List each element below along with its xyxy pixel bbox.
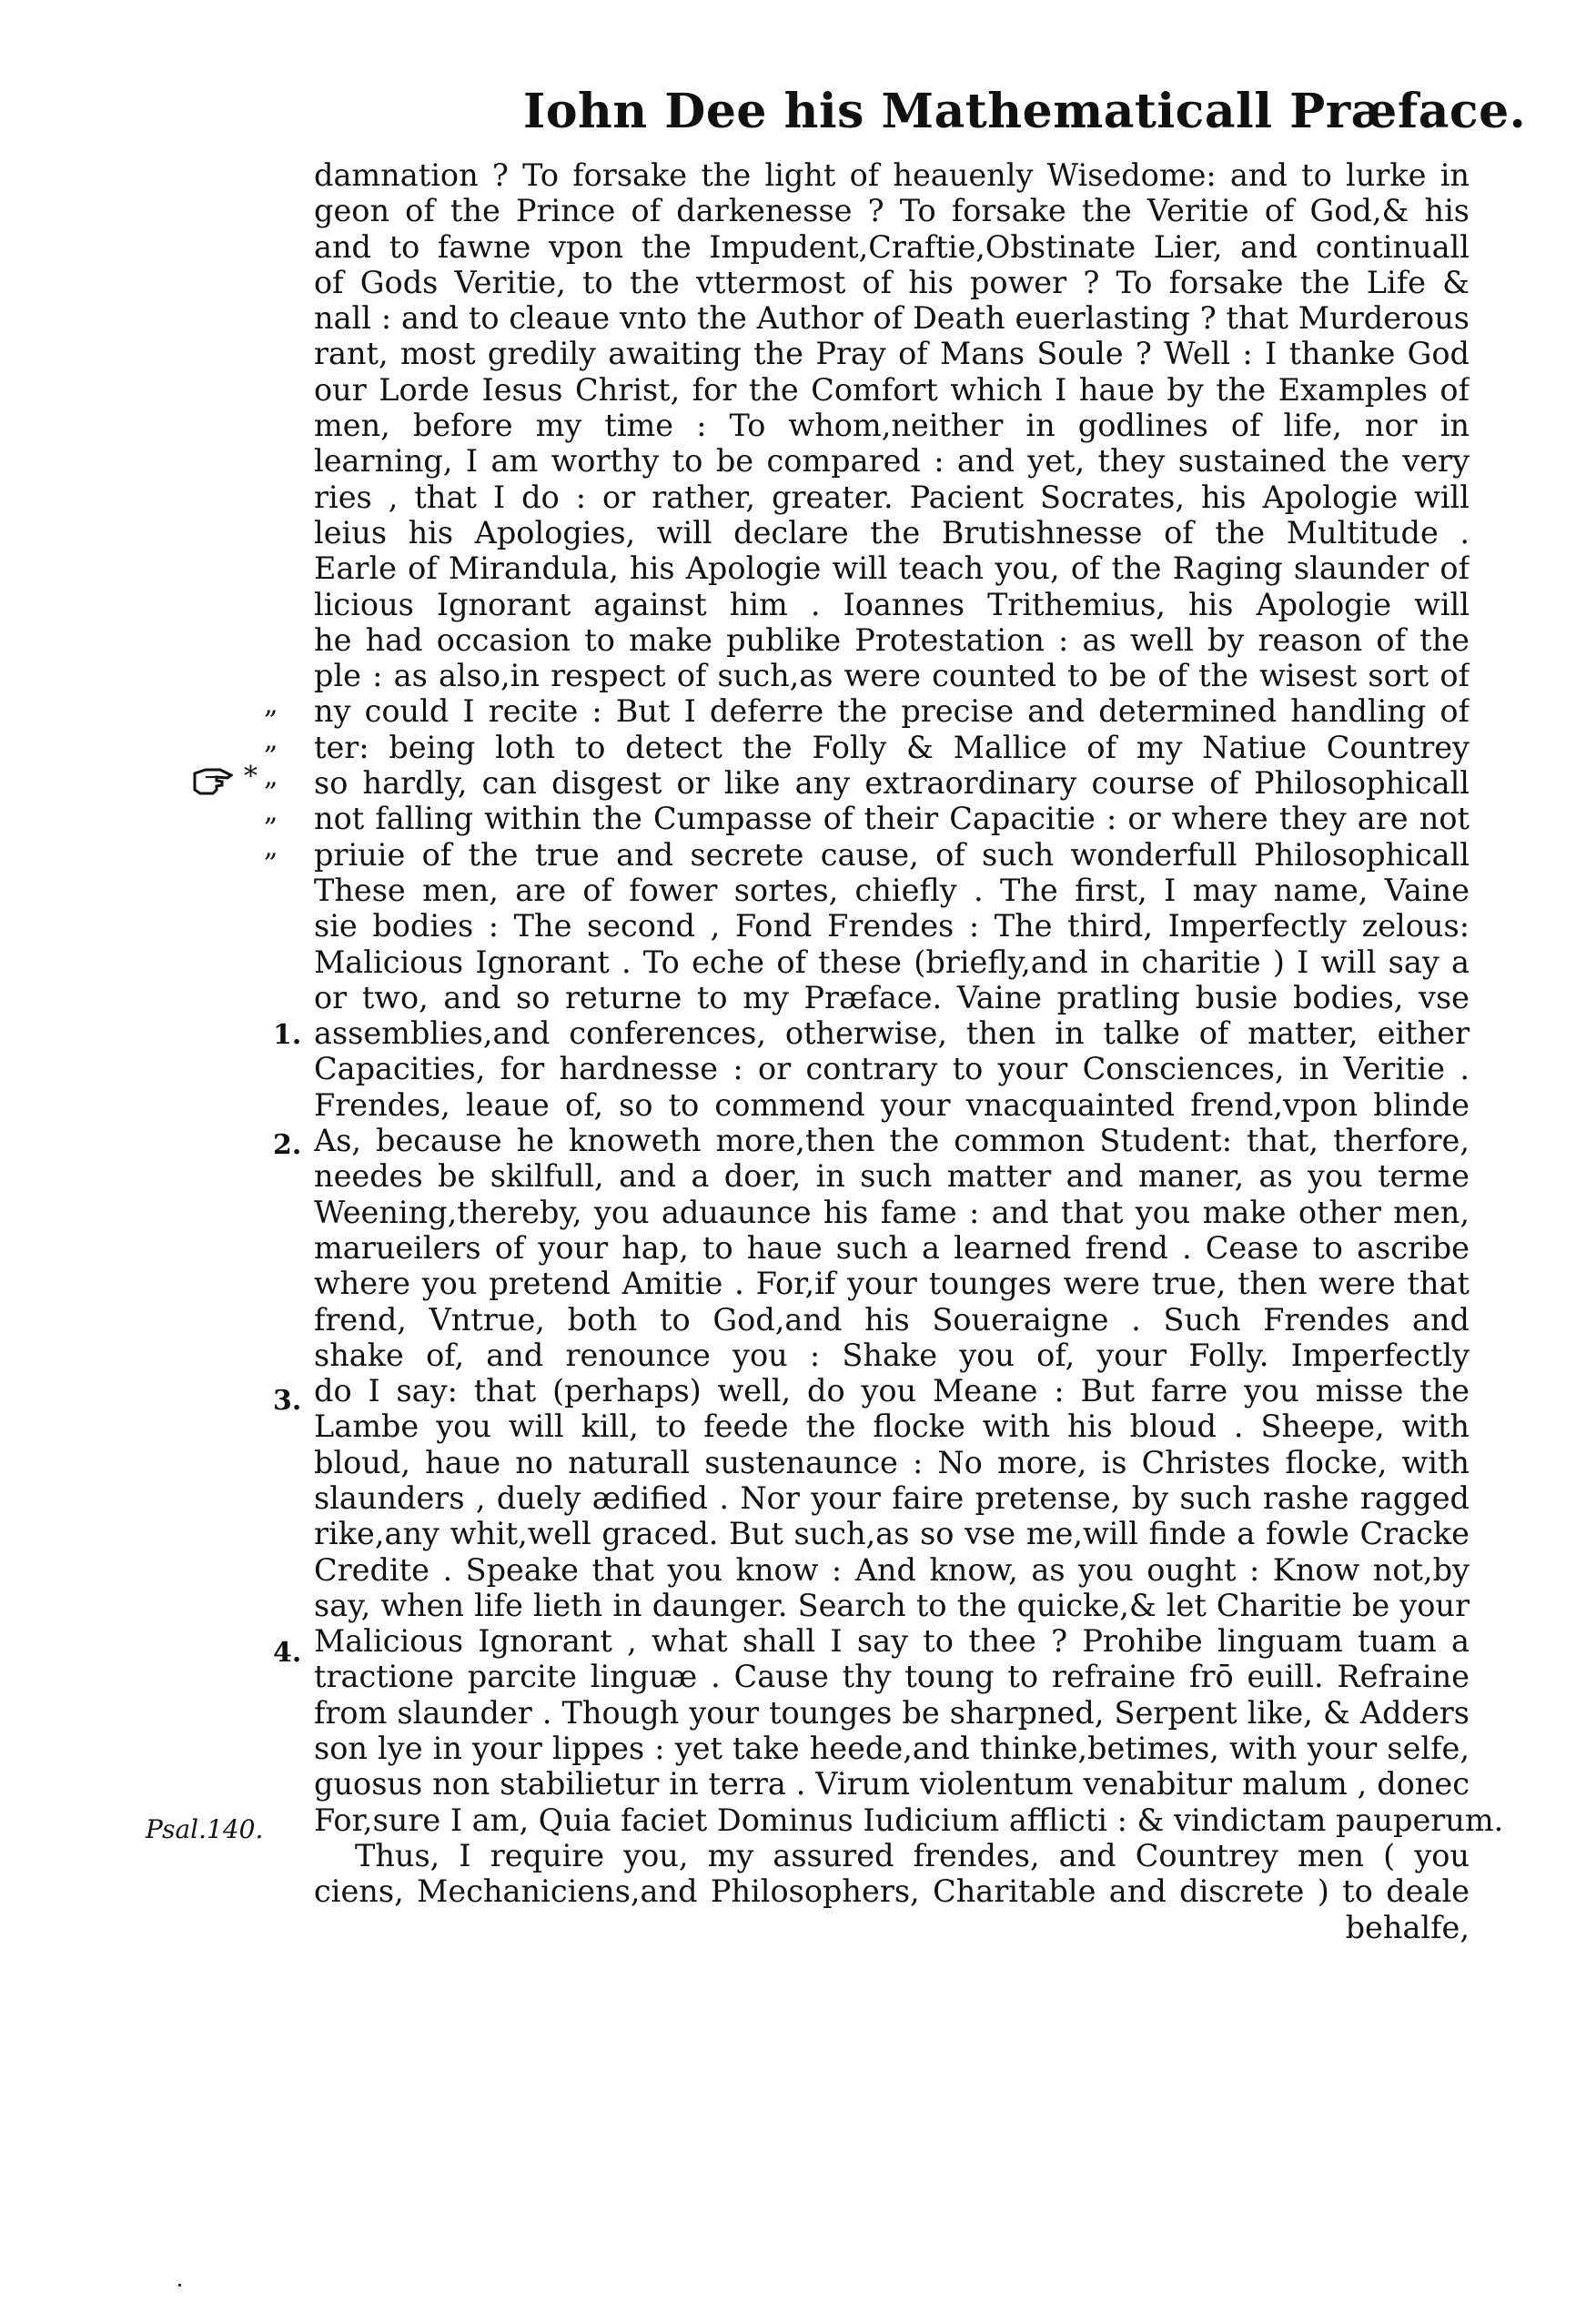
text-line: where you pretend Amitie . For,if your tounges were true, then were that — [314, 1266, 1470, 1302]
text-line: assemblies,and conferences, otherwise, then in talke of matter, either — [314, 1015, 1470, 1052]
text-line: learning, I am worthy to be compared : and yet, they sustained the very — [314, 443, 1470, 480]
text-line: ny could I recite : But I deferre the precise and determined handling of — [314, 693, 1470, 730]
text-line: As, because he knoweth more,then the common Student: that, therfore, — [314, 1123, 1470, 1159]
text-line: frend, Vntrue, both to God,and his Soueraigne . Such Frendes and — [314, 1301, 1470, 1338]
margin-quote-mark: „ — [264, 832, 278, 863]
text-line: ries , that I do : or rather, greater. Pacient Socrates, his Apologie will — [314, 479, 1470, 515]
margin-quote-mark: „ — [264, 761, 278, 793]
text-line: ter: being loth to detect the Folly & Mallice of my Natiue Countrey — [314, 729, 1470, 765]
text-line: so hardly, can disgest or like any extraordinary course of Philosophicall — [314, 765, 1470, 802]
ink-speck — [178, 2284, 181, 2287]
text-line: Lambe you will kill, to feede the flocke with his bloud . Sheepe, with — [314, 1408, 1470, 1445]
text-line: Capacities, for hardnesse : or contrary to your Consciences, in Veritie . — [314, 1051, 1470, 1087]
text-line: priuie of the true and secrete cause, of such wonderfull Philosophicall — [314, 836, 1470, 873]
text-line: Thus, I require you, my assured frendes, and Countrey men ( you — [355, 1837, 1470, 1873]
text-line: do I say: that (perhaps) well, do you Meane : But farre you misse the — [314, 1373, 1470, 1409]
margin-quote-mark: „ — [264, 689, 278, 721]
text-line: These men, are of fower sortes, chiefly . The first, I may name, Vaine — [314, 872, 1470, 908]
text-line: damnation ? To forsake the light of heauenly Wisedome: and to lurke in — [314, 157, 1470, 193]
text-line: leius his Apologies, will declare the Brutishnesse of the Multitude . — [314, 514, 1470, 550]
margin-quote-mark: „ — [264, 796, 278, 828]
text-line: tractione parcite linguæ . Cause thy toung to refraine frō euill. Refraine — [314, 1659, 1470, 1695]
text-line: ciens, Mechaniciens,and Philosophers, Charitable and discrete ) to deale — [314, 1873, 1470, 1910]
text-line: guosus non stabilietur in terra . Virum violentum venabitur malum , donec — [314, 1766, 1470, 1802]
margin-number-1: 1. — [273, 1019, 302, 1051]
margin-quote-mark: „ — [264, 724, 278, 756]
text-line: say, when life lieth in daunger. Search to the quicke,& let Charitie be your — [314, 1587, 1470, 1623]
text-line: Weening,thereby, you aduaunce his fame : and that you make other men, — [314, 1194, 1470, 1230]
text-line: nall : and to cleaue vnto the Author of Death euerlasting ? that Murderous — [314, 300, 1470, 337]
text-line: For,sure I am, Quia faciet Dominus Iudicium afflicti : & vindictam pauperum. — [314, 1802, 1504, 1838]
text-line: needes be skilfull, and a doer, in such matter and maner, as you terme — [314, 1158, 1470, 1195]
text-line: son lye in your lippes : yet take heede,and thinke,betimes, with your selfe, — [314, 1731, 1470, 1767]
margin-citation: Psal.140. — [146, 1814, 264, 1844]
text-line: or two, and so returne to my Præface. Vaine pratling busie bodies, vse — [314, 979, 1470, 1015]
text-line: marueilers of your hap, to haue such a learned frend . Cease to ascribe — [314, 1229, 1470, 1266]
text-line: Frendes, leaue of, so to commend your vnacquainted frend,vpon blinde — [314, 1086, 1470, 1123]
text-line: men, before my time : To whom,neither in godlines of life, nor in — [314, 408, 1470, 444]
text-line: ple : as also,in respect of such,as were counted to be of the wisest sort of — [314, 658, 1470, 694]
text-line: Credite . Speake that you know : And know, as you ought : Know not,by — [314, 1551, 1470, 1588]
text-line: slaunders , duely ædified . Nor your faire pretense, by such rashe ragged — [314, 1479, 1470, 1516]
text-line: Malicious Ignorant . To eche of these (briefly,and in charitie ) I will say a — [314, 944, 1470, 980]
catchword: behalfe, — [1345, 1909, 1470, 1945]
margin-number-2: 2. — [273, 1129, 302, 1161]
text-line: licious Ignorant against him . Ioannes Trithemius, his Apologie will — [314, 586, 1470, 622]
body-text — [314, 157, 1504, 1945]
text-line: our Lorde Iesus Christ, for the Comfort which I haue by the Examples of — [314, 371, 1470, 408]
page-title: Iohn Dee his Mathematicall Præface. — [523, 84, 1527, 139]
text-line: of Gods Veritie, to the vttermost of his power ? To forsake the Life & — [314, 264, 1470, 300]
text-line: Malicious Ignorant , what shall I say to thee ? Prohibe linguam tuam a — [314, 1623, 1470, 1660]
text-line: he had occasion to make publike Protestation : as well by reason of the — [314, 621, 1470, 658]
margin-number-4: 4. — [273, 1637, 302, 1669]
text-line: geon of the Prince of darkenesse ? To forsake the Veritie of God,& his — [314, 193, 1470, 229]
text-line: and to fawne vpon the Impudent,Craftie,Obstinate Lier, and continuall — [314, 228, 1470, 265]
text-line: shake of, and renounce you : Shake you of, your Folly. Imperfectly — [314, 1337, 1470, 1373]
text-line: rike,any whit,well graced. But such,as so vse me,will finde a fowle Cracke — [314, 1516, 1470, 1552]
pointing-hand-icon — [193, 766, 233, 797]
text-line: rant, most gredily awaiting the Pray of Mans Soule ? Well : I thanke God — [314, 336, 1470, 372]
text-line: Earle of Mirandula, his Apologie will teach you, of the Raging slaunder of — [314, 550, 1470, 587]
margin-asterisk: * — [244, 761, 258, 793]
margin-number-3: 3. — [273, 1385, 302, 1417]
text-line: not falling within the Cumpasse of their Capacitie : or where they are not — [314, 801, 1470, 837]
text-line: bloud, haue no naturall sustenaunce : No more, is Christes flocke, with — [314, 1444, 1470, 1480]
text-line: from slaunder . Though your tounges be sharpned, Serpent like, & Adders — [314, 1694, 1470, 1731]
text-line: sie bodies : The second , Fond Frendes : The third, Imperfectly zelous: — [314, 908, 1470, 944]
